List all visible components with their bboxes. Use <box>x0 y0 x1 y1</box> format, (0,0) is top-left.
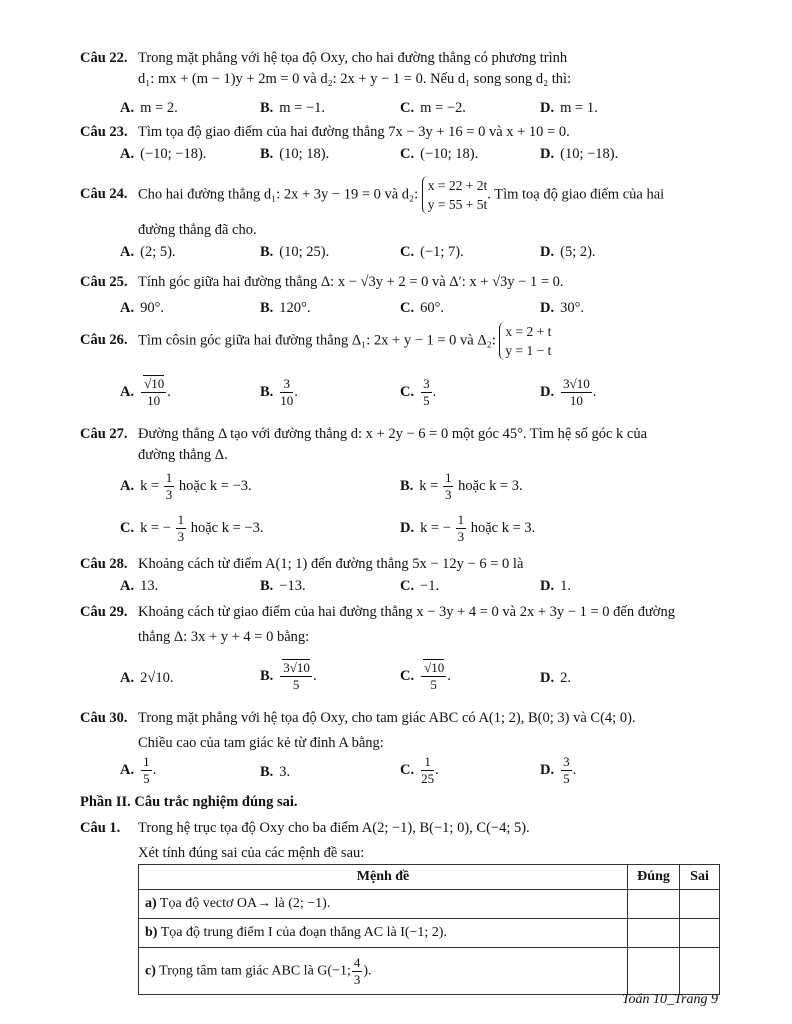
question-text: Tìm côsin góc giữa hai đường thẳng Δ₁: 2x + y − 1 = 0 và Δ₂: <box>138 332 496 349</box>
option-b[interactable]: B. 120°. <box>260 300 311 316</box>
question-29 <box>80 602 720 648</box>
options-24 <box>120 244 720 266</box>
part2-heading: Phần II. Câu trắc nghiệm đúng sai. <box>80 794 298 810</box>
option-b[interactable]: B. k = $\frac{1}{3}$ hoặc k = 3. <box>400 470 523 502</box>
question-text: Khoảng cách từ giao điểm của hai đường thẳng x − 3y + 4 = 0 và 2x + 3y − 1 = 0 đến đường <box>138 604 675 620</box>
question-label: Câu 22. <box>80 50 128 66</box>
question-text: Đường thẳng Δ tạo với đường thẳng d: x + 2y − 6 = 0 một góc 45°. Tìm hệ số góc k của <box>138 426 648 442</box>
page-footer: Toán 10_Trang 9 <box>622 992 718 1007</box>
option-a[interactable]: A. $\frac{√10}{10}$ . <box>120 376 171 408</box>
option-b[interactable]: B. $\frac{3√10}{5}$ . <box>260 660 317 692</box>
question-28 <box>80 554 720 575</box>
true-cell[interactable] <box>628 919 680 948</box>
option-d[interactable]: D. 2. <box>540 670 571 686</box>
options-25 <box>120 300 720 322</box>
option-d[interactable]: D. $\frac{3}{5}$ . <box>540 754 577 786</box>
true-cell[interactable] <box>628 890 680 919</box>
question-label: Câu 1. <box>80 820 121 836</box>
question-text: . Tìm toạ độ giao điểm của hai <box>487 186 665 203</box>
option-a[interactable]: A. $\frac{1}{5}$ . <box>120 754 157 786</box>
options-26 <box>120 376 720 420</box>
option-d[interactable]: D. $\frac{3√10}{10}$ . <box>540 376 597 408</box>
question-text-cont: d₁: mx + (m − 1)y + 2m = 0 và d₂: 2x + y − 1 = 0. Nếu d₁ song song d₂ thì: <box>138 71 572 87</box>
question-label: Câu 25. <box>80 274 128 290</box>
option-d[interactable]: D. 1. <box>540 578 571 594</box>
options-30 <box>120 754 720 794</box>
option-c[interactable]: C. m = −2. <box>400 100 466 116</box>
table-header-row <box>139 865 720 890</box>
part2-question-1 <box>80 818 720 864</box>
table-row <box>139 948 720 995</box>
parametric-system: x = 2 + t y = 1 − t <box>499 322 551 360</box>
option-a[interactable]: A. (2; 5). <box>120 244 176 260</box>
question-23 <box>80 122 720 143</box>
statement-c: c) Trọng tâm tam giác ABC là G(−1; $\frac{4}{3}$ ). <box>139 948 628 995</box>
question-text: Tính góc giữa hai đường thẳng Δ: x − √3y + 2 = 0 và Δ′: x + √3y − 1 = 0. <box>138 274 564 290</box>
question-label: Câu 26. <box>80 332 128 349</box>
option-d[interactable]: D. (10; −18). <box>540 146 619 162</box>
option-c[interactable]: C. 60°. <box>400 300 445 316</box>
option-b[interactable]: B. (10; 18). <box>260 146 330 162</box>
question-30 <box>80 708 720 754</box>
table-row <box>139 890 720 919</box>
options-27-row1 <box>120 470 720 510</box>
question-26 <box>80 322 720 360</box>
options-23 <box>120 146 720 168</box>
question-label: Câu 28. <box>80 556 128 572</box>
option-d[interactable]: D. (5; 2). <box>540 244 596 260</box>
option-a[interactable]: A. 90°. <box>120 300 165 316</box>
question-text-cont: Chiều cao của tam giác kẻ từ đỉnh A bằng: <box>138 735 384 751</box>
question-text: Khoảng cách từ điểm A(1; 1) đến đường thẳng 5x − 12y − 6 = 0 là <box>138 556 524 572</box>
false-cell[interactable] <box>680 919 720 948</box>
question-label: Câu 23. <box>80 124 128 140</box>
question-text: Trong mặt phẳng với hệ tọa độ Oxy, cho tam giác ABC có A(1; 2), B(0; 3) và C(4; 0). <box>138 710 636 726</box>
statement-a: a) Tọa độ vectơ OA→ là (2; −1). <box>139 890 628 919</box>
option-d[interactable]: D. m = 1. <box>540 100 598 116</box>
question-text: Trong mặt phẳng với hệ tọa độ Oxy, cho hai đường thẳng có phương trình <box>138 50 568 66</box>
statement-b: b) Tọa độ trung điểm I của đoạn thẳng AC là I(−1; 2). <box>139 919 628 948</box>
options-22 <box>120 100 720 122</box>
option-a[interactable]: A. (−10; −18). <box>120 146 207 162</box>
option-b[interactable]: B. −13. <box>260 578 306 594</box>
question-text: Cho hai đường thẳng d₁: 2x + 3y − 19 = 0 và d₂: <box>138 186 419 203</box>
option-c[interactable]: C. $\frac{1}{25}$ . <box>400 754 439 786</box>
option-a[interactable]: A. 2√10. <box>120 670 174 686</box>
option-d[interactable]: D. k = − $\frac{1}{3}$ hoặc k = 3. <box>400 512 536 544</box>
true-false-table <box>138 864 720 995</box>
table-row <box>139 919 720 948</box>
option-b[interactable]: B. 3. <box>260 764 291 780</box>
options-27-row2 <box>120 512 720 552</box>
question-27 <box>80 424 720 466</box>
option-a[interactable]: A. m = 2. <box>120 100 178 116</box>
question-text-cont: đường thẳng đã cho. <box>138 222 257 238</box>
option-c[interactable]: C. k = − $\frac{1}{3}$ hoặc k = −3. <box>120 512 264 544</box>
option-c[interactable]: C. $\frac{√10}{5}$ . <box>400 660 451 692</box>
question-label: Câu 27. <box>80 426 128 442</box>
option-c[interactable]: C. −1. <box>400 578 440 594</box>
option-b[interactable]: B. $\frac{3}{10}$ . <box>260 376 298 408</box>
question-text: Tìm tọa độ giao điểm của hai đường thẳng 7x − 3y + 16 = 0 và x + 10 = 0. <box>138 124 570 140</box>
question-label: Câu 30. <box>80 710 128 726</box>
option-c[interactable]: C. (−1; 7). <box>400 244 464 260</box>
question-label: Câu 29. <box>80 604 128 620</box>
header-true: Đúng <box>628 865 680 890</box>
options-28 <box>120 578 720 600</box>
option-b[interactable]: B. (10; 25). <box>260 244 330 260</box>
question-text: Trong hệ trục tọa độ Oxy cho ba điểm A(2; −1), B(−1; 0), C(−4; 5). <box>138 820 530 836</box>
false-cell[interactable] <box>680 890 720 919</box>
option-c[interactable]: C. (−10; 18). <box>400 146 479 162</box>
question-22 <box>80 48 720 90</box>
question-text-cont: Xét tính đúng sai của các mệnh đề sau: <box>138 845 365 861</box>
true-cell[interactable] <box>628 948 680 995</box>
question-24 <box>80 176 720 241</box>
option-d[interactable]: D. 30°. <box>540 300 585 316</box>
parametric-system: x = 22 + 2t y = 55 + 5t <box>422 176 487 214</box>
header-false: Sai <box>680 865 720 890</box>
option-a[interactable]: A. 13. <box>120 578 159 594</box>
question-text-cont: đường thẳng Δ. <box>138 447 228 463</box>
question-label: Câu 24. <box>80 186 128 203</box>
options-29 <box>120 660 720 702</box>
false-cell[interactable] <box>680 948 720 995</box>
option-c[interactable]: C. $\frac{3}{5}$ . <box>400 376 437 408</box>
question-text-cont: thẳng Δ: 3x + y + 4 = 0 bằng: <box>138 629 310 645</box>
option-a[interactable]: A. k = $\frac{1}{3}$ hoặc k = −3. <box>120 470 252 502</box>
option-b[interactable]: B. m = −1. <box>260 100 326 116</box>
header-statement: Mệnh đề <box>139 865 628 890</box>
question-25 <box>80 272 720 293</box>
